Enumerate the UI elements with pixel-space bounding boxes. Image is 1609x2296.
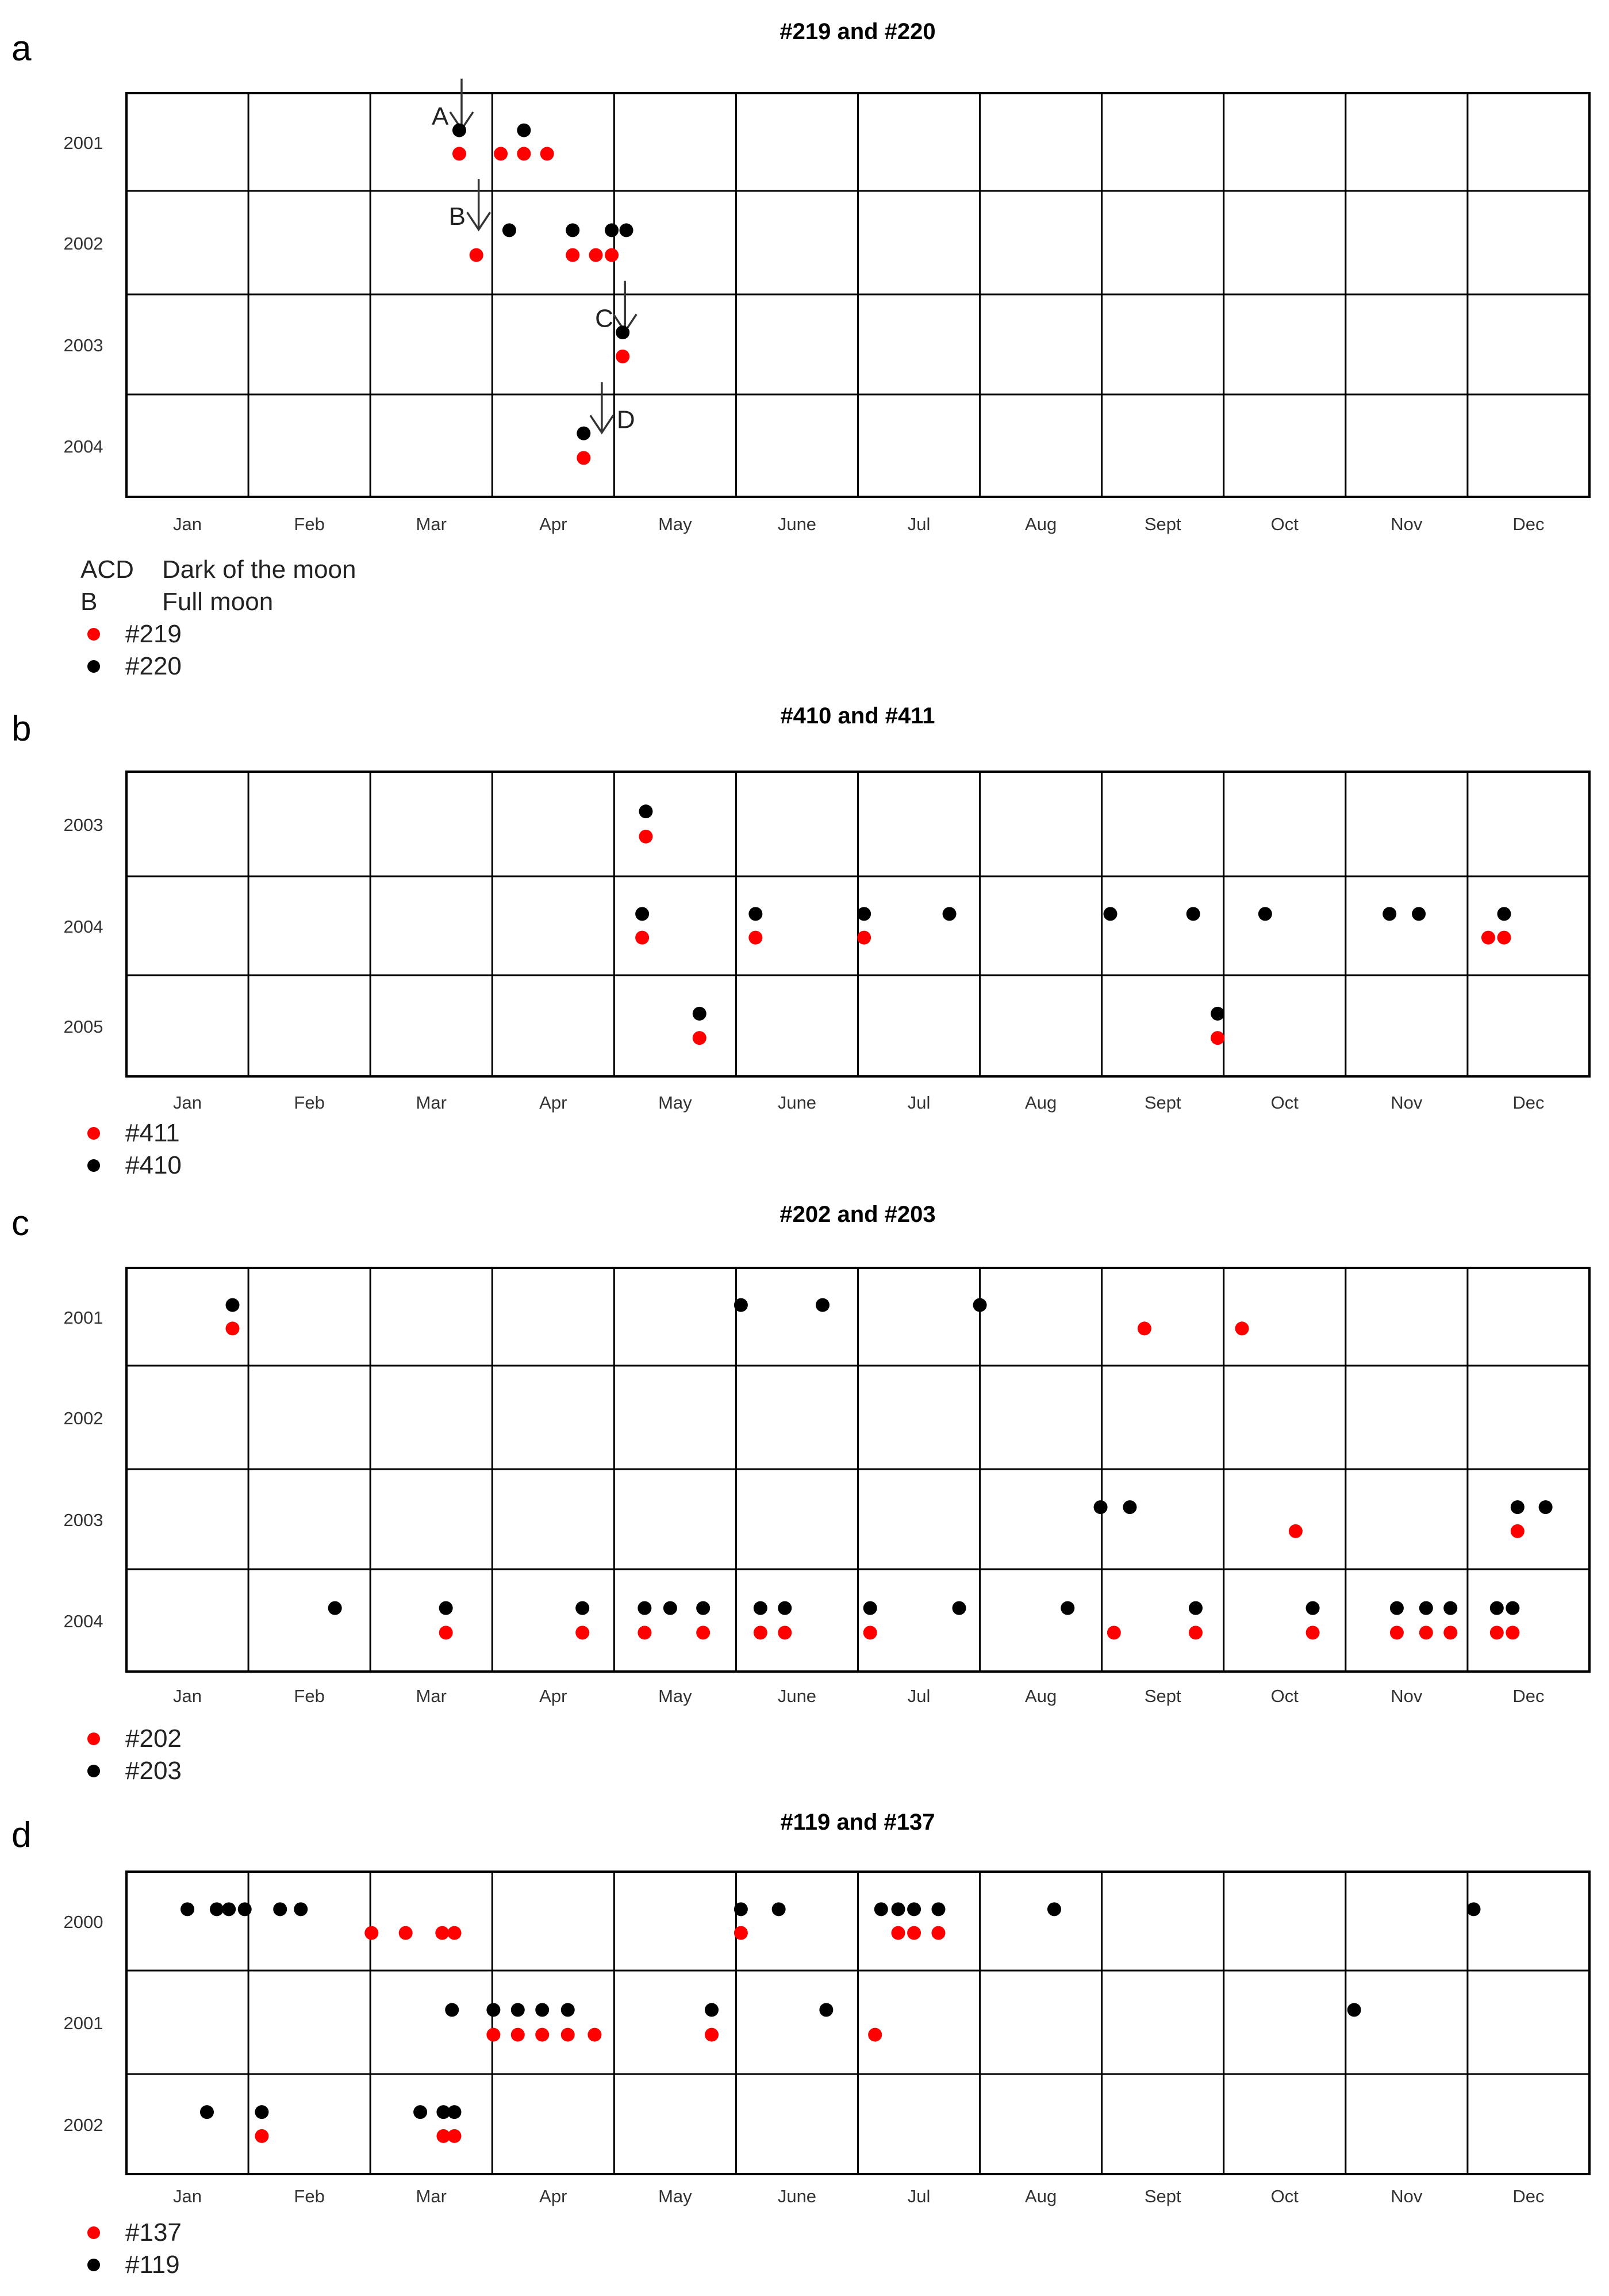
data-point-id219 <box>605 248 619 262</box>
data-point-id119 <box>448 2105 462 2119</box>
month-tick-label: Feb <box>294 514 325 534</box>
legend-key: B <box>80 588 98 616</box>
data-point-id119 <box>273 1902 287 1916</box>
month-tick-label: June <box>777 1686 817 1706</box>
legend-series-label: #220 <box>125 652 182 680</box>
data-point-id137 <box>486 2028 500 2042</box>
data-point-id202 <box>1390 1626 1404 1639</box>
year-label: 2000 <box>63 1912 103 1932</box>
data-point-id220 <box>577 427 590 440</box>
annotation-a <box>432 79 473 131</box>
data-point-id202 <box>1443 1626 1457 1639</box>
data-point-id203 <box>1419 1601 1433 1615</box>
data-point-id119 <box>561 2003 575 2017</box>
data-point-id203 <box>1490 1601 1504 1615</box>
data-point-id411 <box>693 1031 706 1045</box>
chart-title: #119 and #137 <box>780 1810 935 1835</box>
legend-marker <box>87 1732 100 1745</box>
data-point-id119 <box>891 1902 905 1916</box>
data-point-id203 <box>696 1601 710 1615</box>
data-point-id119 <box>238 1902 252 1916</box>
data-point-id202 <box>575 1626 589 1639</box>
data-point-id203 <box>226 1298 240 1312</box>
data-point-id119 <box>445 2003 459 2017</box>
data-point-id119 <box>907 1902 921 1916</box>
data-point-id202 <box>1189 1626 1203 1639</box>
month-tick-label: Jul <box>907 1686 931 1706</box>
data-point-id119 <box>294 1902 308 1916</box>
annotation-label: A <box>431 102 449 131</box>
month-tick-label: May <box>658 1686 692 1706</box>
data-point-id410 <box>635 907 649 921</box>
data-point-id410 <box>748 907 762 921</box>
legend-series-label: #219 <box>125 620 182 648</box>
data-point-id410 <box>1497 907 1511 921</box>
data-point-id410 <box>1383 907 1396 921</box>
data-point-id220 <box>620 223 633 237</box>
legend-series-label: #411 <box>125 1119 180 1147</box>
data-point-id410 <box>943 907 957 921</box>
month-tick-label: Dec <box>1512 1093 1545 1113</box>
year-label: 2004 <box>63 1611 103 1631</box>
data-point-id220 <box>502 223 516 237</box>
data-point-id411 <box>639 830 652 844</box>
year-label: 2005 <box>63 1017 103 1037</box>
data-point-id410 <box>1412 907 1426 921</box>
year-label: 2001 <box>63 133 103 153</box>
month-tick-label: Sept <box>1144 1686 1181 1706</box>
data-point-id119 <box>734 1902 748 1916</box>
month-tick-label: Feb <box>294 1686 325 1706</box>
month-tick-label: Sept <box>1144 514 1181 534</box>
data-point-id220 <box>452 124 466 137</box>
data-point-id411 <box>635 931 649 945</box>
month-tick-label: Sept <box>1144 2186 1181 2206</box>
chart-title: #202 and #203 <box>779 1202 936 1227</box>
legend-marker <box>87 628 100 641</box>
data-point-id410 <box>857 907 871 921</box>
data-point-id119 <box>222 1902 236 1916</box>
data-point-id202 <box>1419 1626 1433 1639</box>
data-point-id119 <box>486 2003 500 2017</box>
month-tick-label: Jul <box>907 2186 931 2206</box>
annotation-label: D <box>616 405 635 434</box>
data-point-id119 <box>705 2003 719 2017</box>
data-point-id202 <box>778 1626 792 1639</box>
data-point-id203 <box>863 1601 877 1615</box>
legend <box>87 1724 182 1785</box>
year-label: 2002 <box>63 1408 103 1428</box>
panel-b <box>11 703 1589 1179</box>
data-point-id203 <box>754 1601 767 1615</box>
data-point-id119 <box>413 2105 427 2119</box>
panel-c <box>11 1202 1589 1785</box>
month-tick-label: Nov <box>1391 2186 1423 2206</box>
legend-description: Full moon <box>162 588 274 616</box>
legend-key: ACD <box>80 555 134 584</box>
data-point-id202 <box>638 1626 651 1639</box>
year-label: 2003 <box>63 815 103 835</box>
data-point-id219 <box>452 147 466 160</box>
data-point-id203 <box>1539 1500 1553 1514</box>
year-label: 2001 <box>63 2013 103 2033</box>
data-point-id119 <box>931 1902 945 1916</box>
month-tick-label: Jan <box>173 1093 202 1113</box>
data-point-id220 <box>616 325 629 339</box>
data-point-id119 <box>819 2003 833 2017</box>
month-tick-label: Dec <box>1512 514 1545 534</box>
month-tick-label: May <box>658 1093 692 1113</box>
annotation-b <box>449 179 490 231</box>
month-tick-label: Jan <box>173 1686 202 1706</box>
data-point-id137 <box>364 1926 378 1940</box>
data-point-id202 <box>1289 1524 1303 1538</box>
legend-marker <box>87 1127 100 1140</box>
month-tick-label: Nov <box>1391 1686 1423 1706</box>
legend-description: Dark of the moon <box>162 555 356 584</box>
data-point-id219 <box>517 147 531 160</box>
data-point-id119 <box>1047 1902 1061 1916</box>
year-label: 2001 <box>63 1308 103 1328</box>
data-point-id202 <box>1107 1626 1121 1639</box>
panel-label: c <box>11 1203 29 1243</box>
month-tick-label: Jul <box>907 1093 931 1113</box>
data-point-id202 <box>754 1626 767 1639</box>
data-point-id137 <box>399 1926 413 1940</box>
month-tick-label: Sept <box>1144 1093 1181 1113</box>
annotation-label: C <box>595 304 613 333</box>
data-point-id410 <box>1258 907 1272 921</box>
data-point-id202 <box>1511 1524 1524 1538</box>
data-point-id411 <box>1481 931 1495 945</box>
panel-label: d <box>11 1815 32 1855</box>
data-point-id220 <box>605 223 619 237</box>
data-point-id137 <box>931 1926 945 1940</box>
data-point-id203 <box>1189 1601 1203 1615</box>
legend-series-label: #202 <box>125 1724 182 1753</box>
month-tick-label: Aug <box>1025 514 1057 534</box>
month-tick-label: Jan <box>173 514 202 534</box>
month-tick-label: Feb <box>294 2186 325 2206</box>
data-point-id219 <box>589 248 603 262</box>
data-point-id203 <box>1061 1601 1074 1615</box>
data-point-id137 <box>255 2129 268 2143</box>
year-label: 2002 <box>63 2115 103 2135</box>
month-tick-label: May <box>658 2186 692 2206</box>
legend-marker <box>87 1159 100 1172</box>
legend-series-label: #410 <box>125 1151 182 1179</box>
data-point-id219 <box>616 350 629 363</box>
month-tick-label: Apr <box>539 1686 567 1706</box>
panel-a <box>11 19 1589 680</box>
panel-label: a <box>11 29 32 68</box>
annotation-label: B <box>448 202 466 231</box>
data-point-id119 <box>535 2003 549 2017</box>
data-point-id203 <box>328 1601 342 1615</box>
data-point-id119 <box>1467 1902 1481 1916</box>
data-point-id202 <box>439 1626 453 1639</box>
data-point-id219 <box>566 248 579 262</box>
annotation-d <box>590 382 635 434</box>
month-tick-label: June <box>777 514 817 534</box>
month-tick-label: Aug <box>1025 2186 1057 2206</box>
data-point-id410 <box>639 804 652 818</box>
data-point-id219 <box>540 147 554 160</box>
month-tick-label: Aug <box>1025 1686 1057 1706</box>
month-tick-label: Jan <box>173 2186 202 2206</box>
month-tick-label: Mar <box>416 1686 447 1706</box>
month-tick-label: Mar <box>416 514 447 534</box>
data-point-id411 <box>857 931 871 945</box>
month-tick-label: Jul <box>907 514 931 534</box>
data-point-id119 <box>255 2105 268 2119</box>
data-point-id202 <box>1306 1626 1320 1639</box>
data-point-id202 <box>226 1321 240 1335</box>
data-point-id119 <box>511 2003 525 2017</box>
data-point-id203 <box>638 1601 651 1615</box>
data-point-id203 <box>953 1601 966 1615</box>
legend-marker <box>87 1765 100 1777</box>
month-tick-label: Aug <box>1025 1093 1057 1113</box>
data-point-id410 <box>1104 907 1118 921</box>
data-point-id203 <box>1123 1500 1136 1514</box>
data-point-id137 <box>907 1926 921 1940</box>
year-label: 2004 <box>63 436 103 457</box>
data-point-id119 <box>181 1902 194 1916</box>
year-label: 2003 <box>63 335 103 355</box>
month-tick-label: Oct <box>1270 514 1299 534</box>
data-point-id137 <box>891 1926 905 1940</box>
data-point-id202 <box>863 1626 877 1639</box>
data-point-id137 <box>535 2028 549 2042</box>
month-tick-label: Mar <box>416 1093 447 1113</box>
month-tick-label: Mar <box>416 2186 447 2206</box>
month-tick-label: Apr <box>539 1093 567 1113</box>
data-point-id137 <box>435 1926 449 1940</box>
legend <box>87 1119 182 1179</box>
data-point-id220 <box>517 124 531 137</box>
data-point-id203 <box>1390 1601 1404 1615</box>
data-point-id119 <box>772 1902 786 1916</box>
legend <box>87 2218 182 2279</box>
legend-series-label: #137 <box>125 2218 182 2247</box>
legend-series-label: #119 <box>125 2251 180 2279</box>
data-point-id203 <box>1094 1500 1108 1514</box>
data-point-id203 <box>1443 1601 1457 1615</box>
data-point-id219 <box>470 248 483 262</box>
legend-marker <box>87 660 100 673</box>
data-point-id119 <box>210 1902 224 1916</box>
data-point-id203 <box>1511 1500 1524 1514</box>
data-point-id137 <box>868 2028 882 2042</box>
data-point-id203 <box>439 1601 453 1615</box>
year-label: 2004 <box>63 917 103 937</box>
data-point-id203 <box>575 1601 589 1615</box>
data-point-id203 <box>973 1298 987 1312</box>
data-point-id410 <box>693 1007 706 1021</box>
year-label: 2003 <box>63 1510 103 1530</box>
data-point-id119 <box>874 1902 888 1916</box>
data-point-id137 <box>587 2028 601 2042</box>
legend-marker <box>87 2226 100 2239</box>
chart-title: #219 and #220 <box>779 19 936 44</box>
data-point-id137 <box>734 1926 748 1940</box>
month-tick-label: Apr <box>539 514 567 534</box>
data-point-id411 <box>1211 1031 1224 1045</box>
data-point-id203 <box>734 1298 748 1312</box>
data-point-id411 <box>1497 931 1511 945</box>
data-point-id137 <box>561 2028 575 2042</box>
data-point-id410 <box>1186 907 1200 921</box>
data-point-id137 <box>705 2028 719 2042</box>
month-tick-label: Oct <box>1270 2186 1299 2206</box>
annotation-c <box>595 281 636 333</box>
data-point-id137 <box>511 2028 525 2042</box>
month-tick-label: Dec <box>1512 1686 1545 1706</box>
month-tick-label: Feb <box>294 1093 325 1113</box>
data-point-id203 <box>1306 1601 1320 1615</box>
chart-title: #410 and #411 <box>780 703 935 729</box>
month-tick-label: June <box>777 1093 817 1113</box>
data-point-id202 <box>696 1626 710 1639</box>
month-tick-label: Nov <box>1391 1093 1423 1113</box>
data-point-id202 <box>1235 1321 1249 1335</box>
data-point-id202 <box>1138 1321 1151 1335</box>
data-point-id203 <box>778 1601 792 1615</box>
panel-d <box>11 1810 1589 2279</box>
month-tick-label: Apr <box>539 2186 567 2206</box>
data-point-id219 <box>577 451 590 465</box>
month-tick-label: Oct <box>1270 1093 1299 1113</box>
month-tick-label: May <box>658 514 692 534</box>
data-point-id203 <box>1506 1601 1519 1615</box>
month-tick-label: Nov <box>1391 514 1423 534</box>
legend-marker <box>87 2259 100 2271</box>
year-label: 2002 <box>63 233 103 254</box>
data-point-id119 <box>1347 2003 1361 2017</box>
data-point-id203 <box>816 1298 830 1312</box>
legend <box>80 555 356 680</box>
legend-series-label: #203 <box>125 1757 182 1785</box>
data-point-id411 <box>748 931 762 945</box>
data-point-id137 <box>448 1926 462 1940</box>
data-point-id410 <box>1211 1007 1224 1021</box>
data-point-id202 <box>1490 1626 1504 1639</box>
data-point-id219 <box>494 147 508 160</box>
month-tick-label: Oct <box>1270 1686 1299 1706</box>
panel-label: b <box>11 709 32 749</box>
month-tick-label: June <box>777 2186 817 2206</box>
data-point-id220 <box>566 223 579 237</box>
data-point-id137 <box>448 2129 462 2143</box>
data-point-id119 <box>200 2105 214 2119</box>
data-point-id202 <box>1506 1626 1519 1639</box>
month-tick-label: Dec <box>1512 2186 1545 2206</box>
data-point-id203 <box>663 1601 677 1615</box>
